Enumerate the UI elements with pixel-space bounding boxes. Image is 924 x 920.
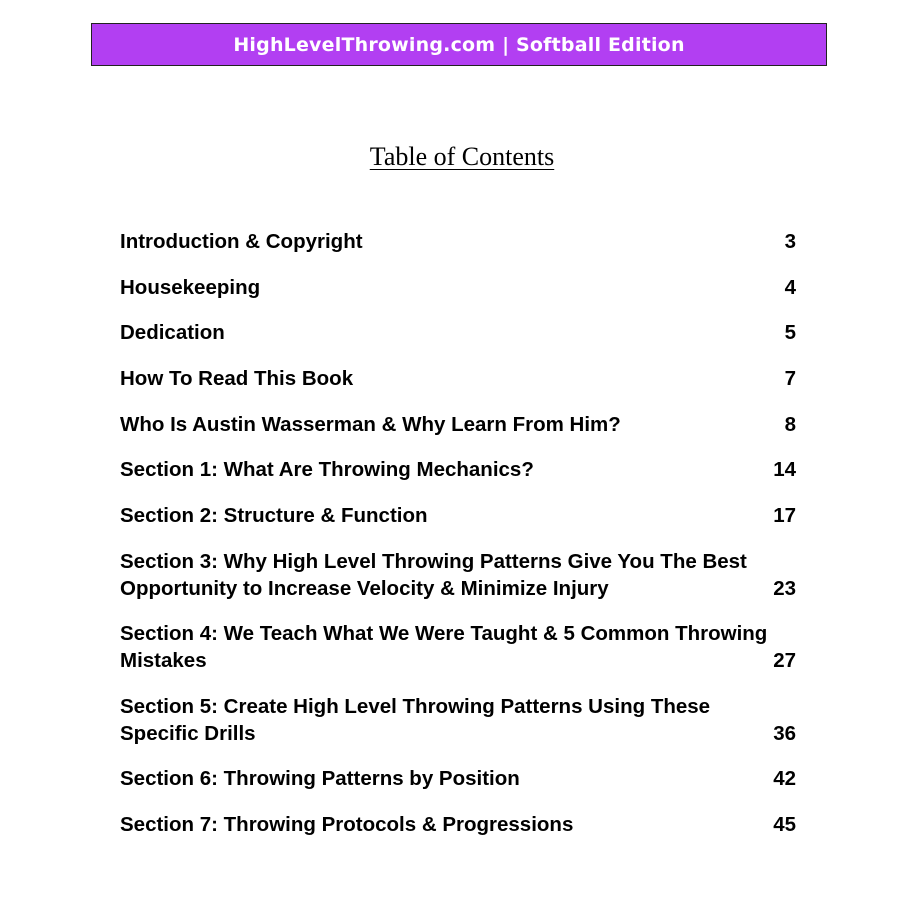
- toc-entry-title: Introduction & Copyright: [120, 230, 363, 253]
- toc-entry-title: Section 2: Structure & Function: [120, 504, 428, 527]
- toc-entry-page: 45: [773, 813, 796, 836]
- toc-entry-page: 27: [773, 649, 796, 672]
- toc-entry-title: Dedication: [120, 321, 225, 344]
- toc-entry-title: Section 6: Throwing Patterns by Position: [120, 767, 520, 790]
- toc-entry-title: Section 4: We Teach What We Were Taught & 5 Common Throwing Mistakes: [120, 622, 768, 672]
- toc-entry-title: Section 5: Create High Level Throwing Patterns Using These Specific Drills: [120, 695, 711, 745]
- toc-heading: Table of Contents: [369, 142, 555, 171]
- toc-entry-page: 8: [784, 413, 796, 436]
- toc-entry[interactable]: [120, 456, 796, 483]
- toc-entry[interactable]: [120, 502, 796, 529]
- toc-entry-title: How To Read This Book: [120, 367, 354, 390]
- toc-entry[interactable]: [120, 411, 796, 438]
- toc-entry[interactable]: [120, 811, 796, 838]
- toc-entry-title: Section 1: What Are Throwing Mechanics?: [120, 458, 534, 481]
- toc-entry-page: 3: [784, 230, 796, 253]
- toc-entry-title: Section 3: Why High Level Throwing Patterns Give You The Best Opportunity to Increase Velocity & Minimize Injury: [120, 550, 747, 600]
- toc-entry-title: Section 7: Throwing Protocols & Progressions: [120, 813, 574, 836]
- header-banner: [91, 23, 827, 66]
- toc-entry-page: 7: [784, 367, 796, 390]
- toc-entry-page: 17: [773, 504, 796, 527]
- toc-entry-title: Who Is Austin Wasserman & Why Learn From Him?: [120, 413, 621, 436]
- toc-entry-page: 42: [773, 767, 796, 790]
- toc-entry[interactable]: [120, 693, 796, 747]
- page-title: [0, 142, 924, 172]
- toc-entry-page: 14: [773, 458, 796, 481]
- toc-entry[interactable]: [120, 548, 796, 602]
- toc-entry[interactable]: [120, 765, 796, 792]
- toc-entry-page: 36: [773, 722, 796, 745]
- toc-entry[interactable]: [120, 620, 796, 674]
- toc-entry[interactable]: [120, 228, 796, 255]
- banner-title: HighLevelThrowing.com | Softball Edition: [233, 33, 685, 56]
- toc-entry[interactable]: [120, 319, 796, 346]
- toc-entry[interactable]: [120, 274, 796, 301]
- toc-entry-page: 5: [784, 321, 796, 344]
- toc-entry[interactable]: [120, 365, 796, 392]
- toc-entry-title: Housekeeping: [120, 276, 261, 299]
- toc-entry-page: 23: [773, 577, 796, 600]
- toc-entry-page: 4: [784, 276, 796, 299]
